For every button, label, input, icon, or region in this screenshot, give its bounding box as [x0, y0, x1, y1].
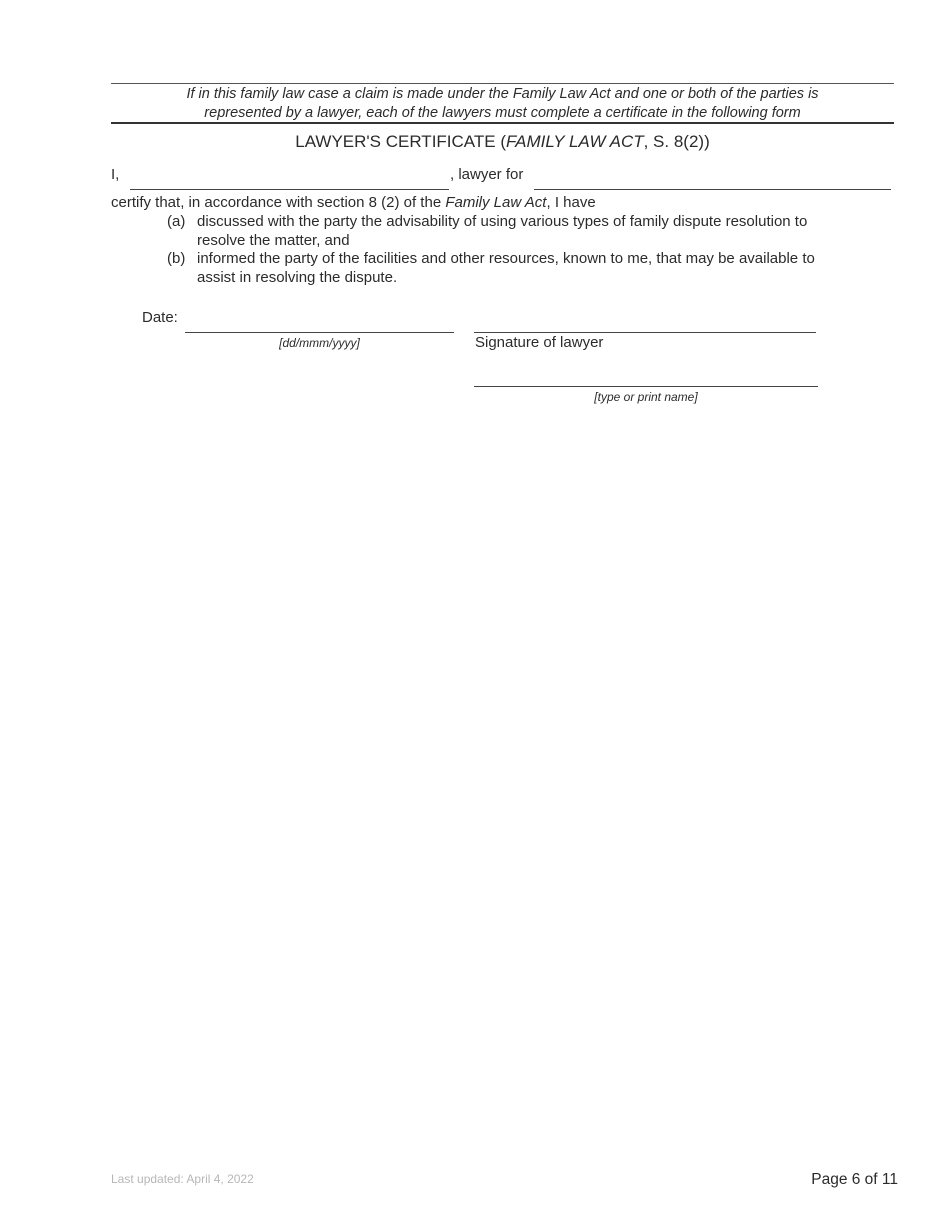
certificate-title	[111, 132, 894, 152]
instruction-text	[111, 85, 894, 122]
lawyer-name-line	[130, 189, 449, 190]
title-suffix: , S. 8(2))	[643, 132, 710, 151]
certify-prefix: certify that, in accordance with section 8 (2) of the	[111, 194, 446, 211]
title-prefix: LAWYER'S CERTIFICATE (	[295, 132, 506, 151]
item-b-line-2: assist in resolving the dispute.	[197, 268, 398, 286]
item-a-line-1: discussed with the party the advisability of using various types of family dispute resolution to	[197, 213, 808, 230]
i-label: I,	[111, 166, 120, 183]
item-a-line-2: resolve the matter, and	[197, 231, 350, 249]
last-updated: Last updated: April 4, 2022	[111, 1172, 254, 1186]
bottom-rule	[111, 122, 894, 124]
date-caption: [dd/mmm/yyyy]	[279, 336, 360, 350]
certify-act: Family Law Act	[445, 194, 547, 211]
print-name-line	[474, 386, 818, 387]
item-b-line-1: informed the party of the facilities and other resources, known to me, that may be available to	[197, 250, 815, 267]
lawyer-for-label: , lawyer for	[450, 166, 524, 183]
signature-line	[474, 332, 816, 333]
print-name-caption: [type or print name]	[594, 390, 698, 404]
instruction-line-1: If in this family law case a claim is made under the Family Law Act and one or both of the parties is	[186, 86, 819, 102]
certify-statement	[111, 194, 596, 211]
date-label: Date:	[142, 309, 178, 326]
item-b-label: (b)	[167, 250, 186, 267]
page-number: Page 6 of 11	[811, 1171, 898, 1188]
date-line	[185, 332, 454, 333]
title-act: FAMILY LAW ACT	[505, 132, 644, 151]
signature-label: Signature of lawyer	[475, 334, 604, 351]
item-a-label: (a)	[167, 213, 186, 230]
item-a-text	[197, 213, 807, 250]
item-b-text	[197, 250, 815, 287]
party-name-line	[534, 189, 891, 190]
instruction-line-2: represented by a lawyer, each of the lawyers must complete a certificate in the following form	[204, 104, 801, 121]
top-rule	[111, 83, 894, 84]
signature-field[interactable]	[474, 310, 816, 332]
certify-suffix: , I have	[546, 194, 596, 211]
